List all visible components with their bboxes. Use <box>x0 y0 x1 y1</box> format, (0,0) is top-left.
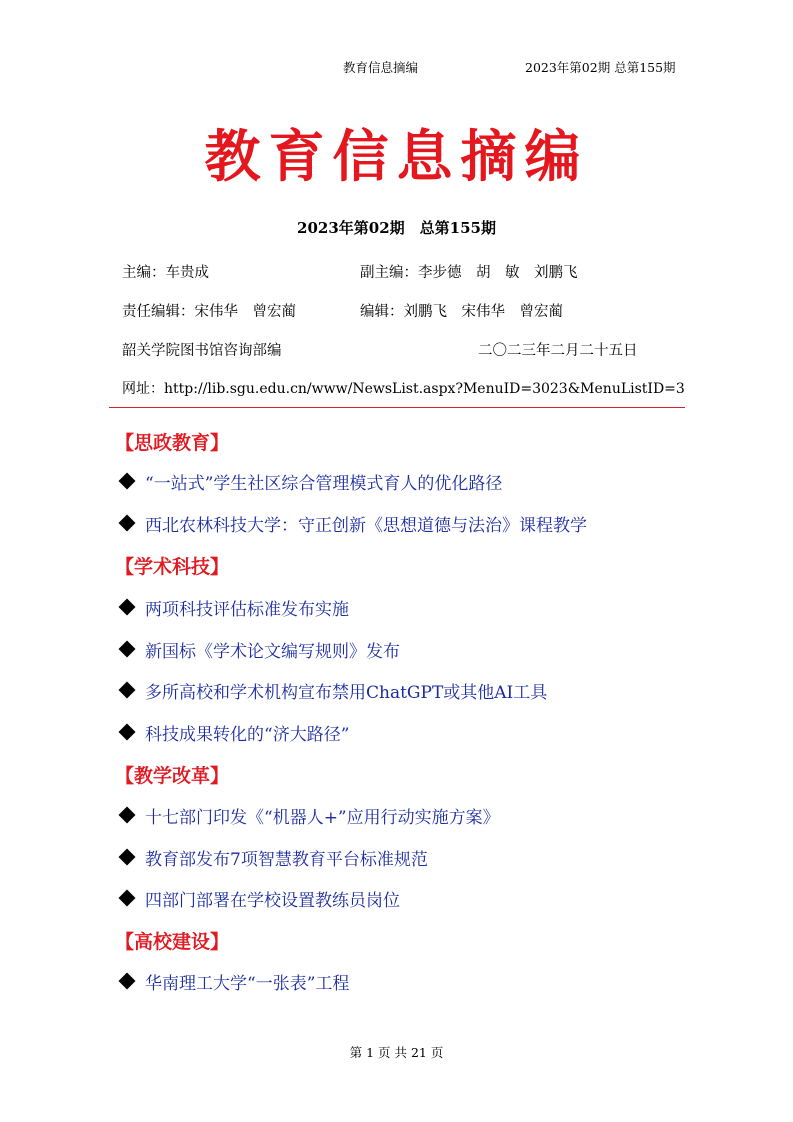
bullet-diamond-icon <box>119 890 136 907</box>
list-item[interactable]: 新国标《学术论文编写规则》发布 <box>121 637 400 662</box>
publisher: 韶关学院图书馆咨询部编 <box>122 343 282 359</box>
website-link[interactable]: 网址：http://lib.sgu.edu.cn/www/NewsList.aspx?MenuID=3023&MenuListID=3 <box>122 381 685 397</box>
deputy-editors: 副主编：李步德 胡 敏 刘鹏飞 <box>360 265 578 281</box>
list-item[interactable]: 两项科技评估标准发布实施 <box>121 595 349 620</box>
page-number: 第 1 页 共 21 页 <box>349 1045 444 1060</box>
list-item[interactable]: 十七部门印发《“机器人+”应用行动实施方案》 <box>121 803 500 828</box>
editor-in-chief: 主编：车贵成 <box>122 265 209 281</box>
editors: 编辑：刘鹏飞 宋伟华 曾宏蔺 <box>360 304 563 320</box>
section-title-academic: 【学术科技】 <box>115 556 230 578</box>
bullet-diamond-icon <box>119 973 136 990</box>
bullet-diamond-icon <box>119 849 136 866</box>
list-item[interactable]: “一站式”学生社区综合管理模式育人的优化路径 <box>121 469 502 494</box>
bullet-diamond-icon <box>119 599 136 616</box>
list-item[interactable]: 四部门部署在学校设置教练员岗位 <box>121 886 400 911</box>
section-title-university-building: 【高校建设】 <box>115 931 230 953</box>
list-item[interactable]: 科技成果转化的“济大路径” <box>121 720 349 745</box>
list-item[interactable]: 教育部发布7项智慧教育平台标准规范 <box>121 845 428 870</box>
bullet-diamond-icon <box>119 682 136 699</box>
responsible-editors: 责任编辑：宋伟华 曾宏蔺 <box>122 304 296 320</box>
header-issue-number: 2023年第02期 总第155期 <box>525 60 676 75</box>
section-title-ideological: 【思政教育】 <box>115 432 230 454</box>
list-item[interactable]: 华南理工大学“一张表”工程 <box>121 969 349 994</box>
bullet-diamond-icon <box>119 515 136 532</box>
bullet-diamond-icon <box>119 807 136 824</box>
section-title-teaching-reform: 【教学改革】 <box>115 765 230 787</box>
header-publication-name: 教育信息摘编 <box>343 60 419 75</box>
header-divider <box>109 407 685 408</box>
issue-line: 2023年第02期 总第155期 <box>297 219 496 237</box>
bullet-diamond-icon <box>119 473 136 490</box>
list-item[interactable]: 西北农林科技大学：守正创新《思想道德与法治》课程教学 <box>121 511 587 536</box>
bullet-diamond-icon <box>119 724 136 741</box>
masthead-title: 教育信息摘编 <box>204 125 589 190</box>
publication-date: 二〇二三年二月二十五日 <box>478 343 638 359</box>
list-item[interactable]: 多所高校和学术机构宣布禁用ChatGPT或其他AI工具 <box>121 678 547 703</box>
bullet-diamond-icon <box>119 641 136 658</box>
